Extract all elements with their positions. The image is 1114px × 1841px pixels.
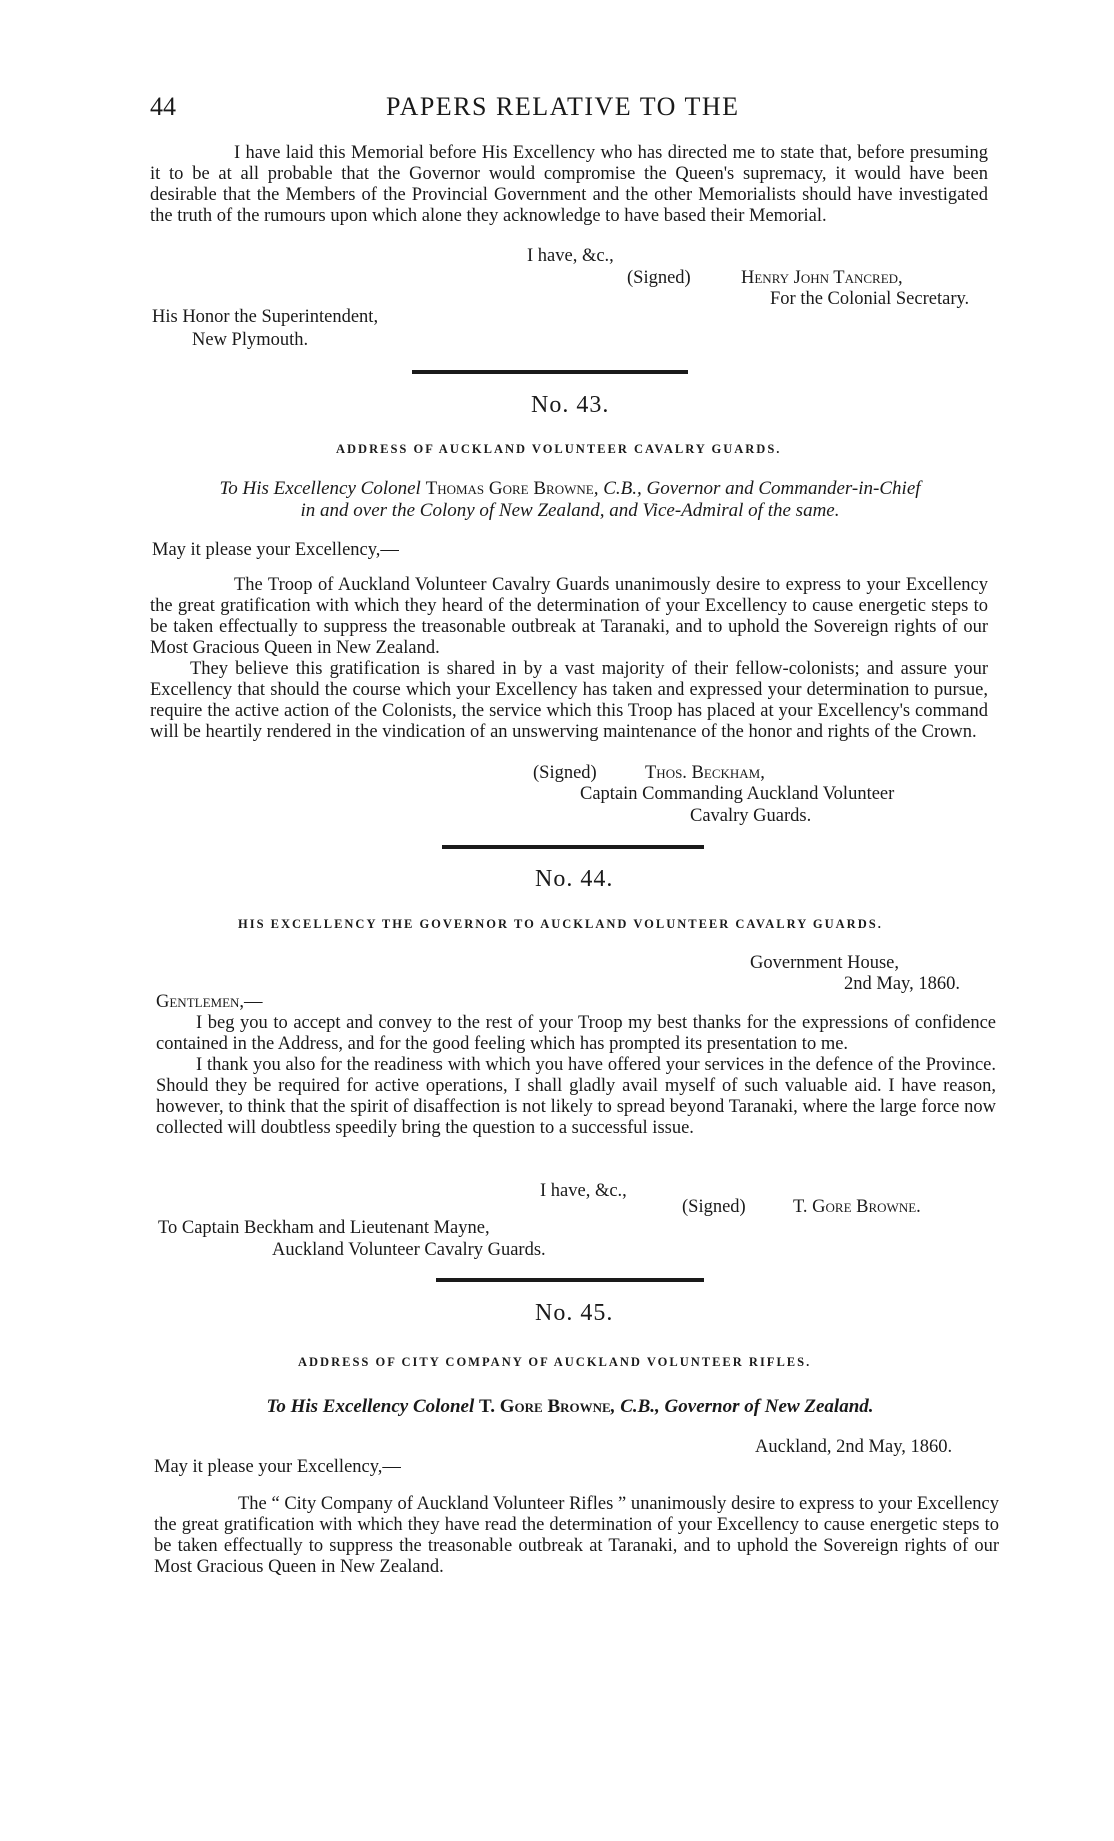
doc-43-address-line-1: To His Excellency Colonel Thomas Gore Browne, C.B., Governor and Commander-in-Chief (219, 478, 921, 499)
doc-44-paragraph-2: I thank you also for the readiness with which you have offered your services in the defence of the Province. Should they be required for active operations, I shall gladly avail myself of such valuable aid. I have reason, however, to think that the spirit of disaffection is not likely to spread beyond Taranaki, where the large force now collected will doubtless speedily bring the question to a successful issue. (156, 1055, 996, 1138)
doc-43-signed: (Signed) (533, 763, 597, 783)
doc-45-heading: ADDRESS OF CITY COMPANY OF AUCKLAND VOLUNTEER RIFLES. (298, 1355, 812, 1369)
page-number: 44 (150, 92, 176, 121)
letter-42-addressee-line-1: His Honor the Superintendent, (152, 307, 379, 327)
doc-45-address: To His Excellency Colonel T. Gore Browne, C.B., Governor of New Zealand. (266, 1396, 874, 1417)
doc-43-signatory-title-line-2: Cavalry Guards. (690, 806, 812, 826)
doc-43-signatory: Thos. Beckham, (645, 763, 765, 783)
letter-42-closing: I have, &c., (527, 246, 614, 266)
doc-43-paragraph-2: They believe this gratification is shared in by a vast majority of their fellow-colonists; and assure your Excellency that should the course which your Excellency has taken and expressed your determination to pursue, require the active action of the Colonists, the service which this Troop has placed at your Excellency's command will be heartily rendered in the vindication of an unswerving maintenance of the honor and rights of the Crown. (150, 659, 988, 742)
doc-44-addressee-line-2: Auckland Volunteer Cavalry Guards. (272, 1240, 546, 1260)
doc-43-number: No. 43. (531, 392, 610, 418)
doc-44-paragraph-1: I beg you to accept and convey to the rest of your Troop my best thanks for the expressions of confidence contained in the Address, and for the good feeling which has prompted its presentation to me. (156, 1013, 996, 1054)
doc-45-address-name: T. Gore Browne (478, 1396, 611, 1417)
letter-42-addressee-line-2: New Plymouth. (192, 330, 309, 350)
letter-42-signatory: Henry John Tancred, (741, 268, 903, 288)
letter-42-signed: (Signed) (627, 268, 691, 288)
doc-43-paragraph-1: The Troop of Auckland Volunteer Cavalry Guards unanimously desire to express to your Excellency the great gratification with which they heard of the determination of your Excellency to cause energetic steps to be taken effectually to suppress the treasonable outbreak at Taranaki, and to uphold the Sovereign rights of our Most Gracious Queen in New Zealand. (150, 575, 988, 658)
doc-44-place: Government House, (750, 953, 899, 973)
letter-42-body (150, 143, 988, 227)
doc-44-body (156, 1013, 996, 1139)
doc-43-salutation: May it please your Excellency,— (152, 540, 399, 560)
doc-44-addressee-line-1: To Captain Beckham and Lieutenant Mayne, (158, 1218, 490, 1238)
section-divider (436, 1278, 704, 1282)
doc-43-address-name: Thomas Gore Browne (425, 478, 594, 499)
doc-43-address-line-2: in and over the Colony of New Zealand, and Vice-Admiral of the same. (300, 500, 840, 521)
doc-44-salutation: Gentlemen,— (156, 992, 263, 1012)
doc-44-heading: HIS EXCELLENCY THE GOVERNOR TO AUCKLAND VOLUNTEER CAVALRY GUARDS. (238, 917, 883, 931)
doc-45-number: No. 45. (535, 1300, 614, 1326)
doc-44-date: 2nd May, 1860. (844, 974, 960, 994)
doc-44-closing: I have, &c., (540, 1181, 627, 1201)
running-title: PAPERS RELATIVE TO THE (386, 92, 740, 121)
doc-43-body (150, 575, 988, 743)
doc-45-date: Auckland, 2nd May, 1860. (755, 1437, 953, 1457)
doc-45-body (154, 1494, 999, 1578)
doc-43-signatory-title-line-1: Captain Commanding Auckland Volunteer (580, 784, 895, 804)
doc-45-salutation: May it please your Excellency,— (154, 1457, 401, 1477)
doc-44-number: No. 44. (535, 866, 614, 892)
doc-43-heading: ADDRESS OF AUCKLAND VOLUNTEER CAVALRY GUARDS. (336, 442, 782, 456)
doc-43-address (150, 478, 990, 522)
letter-42-signatory-title: For the Colonial Secretary. (770, 289, 970, 309)
doc-44-signatory: T. Gore Browne. (793, 1197, 921, 1217)
doc-45-paragraph-1: The “ City Company of Auckland Volunteer Rifles ” unanimously desire to express to your Excellency the great gratification with which they have read the determination of your Excellency to cause energetic steps to be taken effectually to suppress the treasonable outbreak at Taranaki, and to uphold the Sovereign rights of our Most Gracious Queen in New Zealand. (154, 1494, 999, 1577)
section-divider (442, 845, 704, 849)
letter-42-paragraph: I have laid this Memorial before His Excellency who has directed me to state that, before presuming it to be at all probable that the Governor would compromise the Queen's supremacy, it would have been desirable that the Members of the Provincial Government and the other Memorialists should have investigated the truth of the rumours upon which alone they acknowledge to have based their Memorial. (150, 143, 988, 226)
section-divider (412, 370, 688, 374)
doc-44-signed: (Signed) (682, 1197, 746, 1217)
